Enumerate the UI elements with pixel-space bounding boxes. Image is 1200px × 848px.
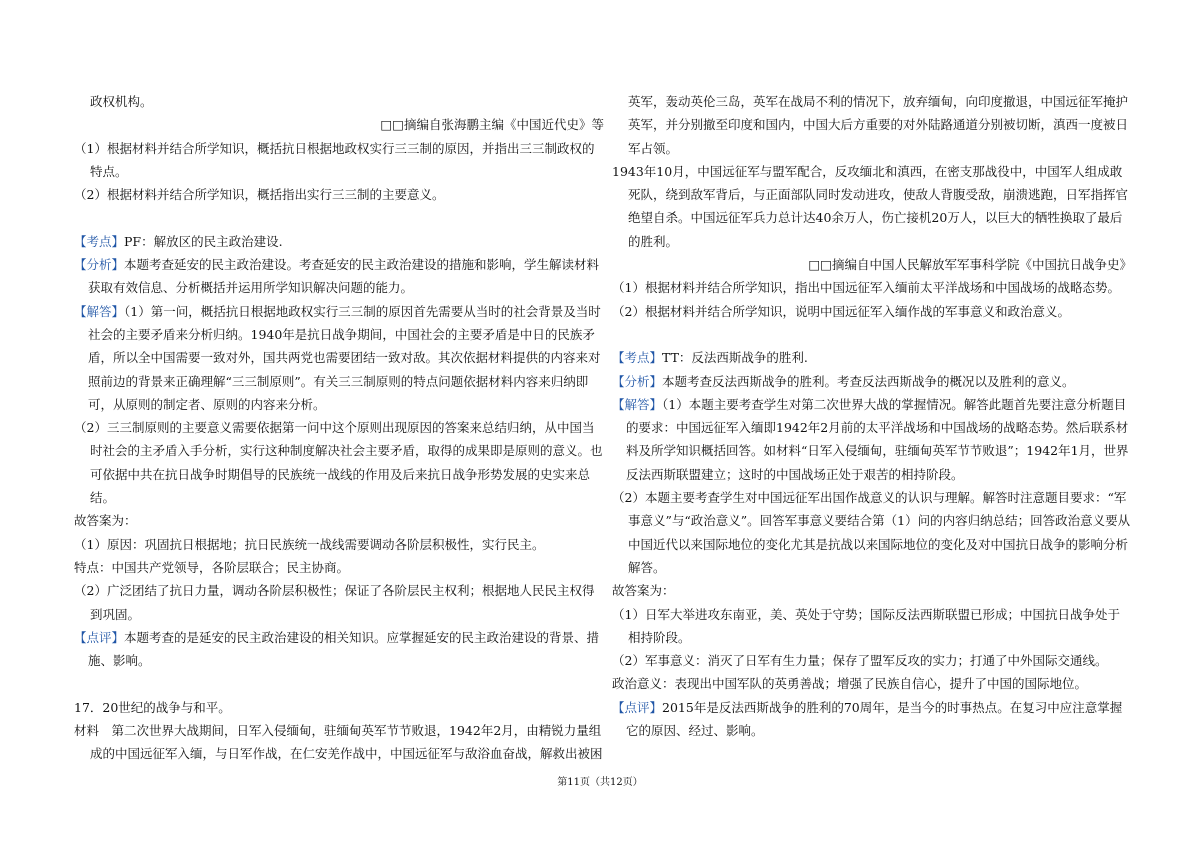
jieda-text-2-2: （2）本题主要考查学生对中国远征军出国作战意义的认识与理解。解答时注意题目要求：“军事意义”与“政治意义”。回答军事意义要结合第（1）问的内容归纳总结；回答政治意义要从中国近代以来国际地位的变化尤其是抗战以来国际地位的变化及对中国抗日战争的影响分析解答。 (612, 490, 1131, 575)
material-continued-2: 1943年10月，中国远征军与盟军配合，反攻缅北和滇西，在密支那战役中，中国军人组成敢死队，绕到敌军背后，与正面部队同时发动进攻，使敌人背腹受敌，崩溃逃跑，日军指挥官绝望自杀。中国远征军兵力总计达40余万人，伤亡接机20万人，以巨大的牺牲换取了最后的胜利。 (612, 163, 1129, 249)
dianping-tag: 【点评】 (74, 629, 125, 645)
kaodian-text-2: TT：反法西斯战争的胜利. (662, 350, 808, 366)
dianping-text-2: 2015年是反法西斯战争的胜利的70周年，是当今的时事热点。在复习中应注意掌握它的原因、经过、影响。 (626, 699, 1123, 739)
jieda-section (74, 300, 604, 416)
page-footer: 第11页（共12页） (557, 777, 643, 788)
jieda-tag-2: 【解答】 (612, 396, 663, 412)
kaodian-text: PF：解放区的民主政治建设. (124, 233, 283, 249)
kaodian-tag: 【考点】 (74, 233, 125, 249)
left-column (74, 90, 604, 766)
question-17-1: （1）根据材料并结合所学知识，指出中国远征军入缅前太平洋战场和中国战场的战略态势。 (612, 280, 1120, 296)
fenxi-tag: 【分析】 (74, 257, 125, 273)
material-continued-1: 英军，轰动英伦三岛，英军在战局不利的情况下，放弃缅甸，向印度撤退，中国远征军掩护英军，并分别撤至印度和国内，中国大后方重要的对外陆路通道分别被切断，滇西一度被日军占领。 (628, 94, 1129, 156)
question-2: （2）根据材料并结合所学知识，概括指出实行三三制的主要意义。 (74, 187, 445, 203)
kaodian-section-2 (612, 346, 1132, 369)
answer-2: （2）广泛团结了抗日力量，调动各阶层积极性；保证了各阶层民主权利；根据地人民民主权得到巩固。 (74, 583, 595, 622)
question-1: （1）根据材料并结合所学知识，概括抗日根据地政权实行三三制的原因，并指出三三制政权的特点。 (74, 140, 595, 179)
answer-17-1: （1）日军大举进攻东南亚，美、英处于守势；国际反法西斯联盟已形成；中国抗日战争处于相持阶段。 (612, 606, 1120, 645)
dianping-section (74, 626, 604, 673)
dianping-text: 本题考查的是延安的民主政治建设的相关知识。应掌握延安的民主政治建设的背景、措施、影响。 (88, 629, 600, 669)
fenxi-text: 本题考查延安的民主政治建设。考查延安的民主政治建设的措施和影响，学生解读材料获取有效信息、分析概括并运用所学知识解决问题的能力。 (88, 257, 600, 296)
answer-1-features: 特点：中国共产党领导，各阶层联合；民主协商。 (74, 559, 350, 575)
right-column (612, 90, 1132, 742)
jieda-text-1: （1）第一问，概括抗日根据地政权实行三三制的原因首先需要从当时的社会背景及当时社会的主要矛盾来分析归纳。1940年是抗日战争期间，中国社会的主要矛盾是中日的民族矛盾，所以全中国需要一致对外，国共两党也需要团结一致对敌。其次依据材料提供的内容来对照前边的背景来正确理解“三三制原则”。有关三三制原则的特点问题依据材料内容来归纳即可，从原则的制定者、原则的内容来分析。 (88, 303, 601, 412)
fenxi-section (74, 253, 604, 300)
answer-17-2-political: 政治意义：表现出中国军队的英勇善战；增强了民族自信心，提升了中国的国际地位。 (612, 676, 1088, 692)
answer-label: 故答案为： (74, 513, 137, 529)
answer-17-2-military: （2）军事意义：消灭了日军有生力量；保存了盟军反攻的实力；打通了中外国际交通线。 (612, 653, 1108, 669)
question-17-2: （2）根据材料并结合所学知识，说明中国远征军入缅作战的军事意义和政治意义。 (612, 303, 1070, 319)
kaodian-section (74, 230, 604, 253)
answer-label-2: 故答案为： (612, 583, 675, 599)
jieda-text-2: （2）三三制原则的主要意义需要依据第一问中这个原则出现原因的答案来总结归纳，从中国当时社会的主矛盾入手分析，实行这种制度解决社会主要矛盾，取得的成果即是原则的意义。也可依据中共在抗日战争时期倡导的民族统一战线的作用及后来抗日战争形势发展的史实来总结。 (74, 420, 603, 506)
source-citation: □□摘编自张海鹏主编《中国近代史》等 (380, 117, 604, 133)
jieda-section-2 (612, 393, 1132, 486)
jieda-tag: 【解答】 (74, 303, 125, 319)
dianping-tag-2: 【点评】 (612, 699, 663, 715)
fenxi-section-2 (612, 370, 1132, 393)
source-citation-2: □□摘编自中国人民解放军军事科学院《中国抗日战争史》 (808, 257, 1132, 273)
fenxi-text-2: 本题考查反法西斯战争的胜利。考查反法西斯战争的概况以及胜利的意义。 (662, 373, 1075, 389)
fenxi-tag-2: 【分析】 (612, 373, 663, 389)
kaodian-tag-2: 【考点】 (612, 350, 663, 366)
material-text: 材料 第二次世界大战期间，日军入侵缅甸，驻缅甸英军节节败退，1942年2月，由精锐力量组成的中国远征军入缅，与日军作战，在仁安羌作战中，中国远征军与敌浴血奋战，解救出被困 (74, 723, 603, 762)
question-17-heading: 17．20世纪的战争与和平。 (74, 699, 231, 715)
answer-1: （1）原因：巩固抗日根据地；抗日民族统一战线需要调动各阶层积极性，实行民主。 (74, 536, 545, 552)
jieda-text-2-1: （1）本题主要考查学生对第二次世界大战的掌握情况。解答此题首先要注意分析题目的要求：中国远征军入缅即1942年2月前的太平洋战场和中国战场的战略态势。然后联系材料及所学知识概括回答。如材料“日军入侵缅甸，驻缅甸英军节节败退”；1942年1月，世界反法西斯联盟建立；这时的中国战场正处于艰苦的相持阶段。 (626, 396, 1129, 482)
dianping-section-2 (612, 696, 1132, 743)
material-tail: 政权机构。 (90, 94, 153, 109)
